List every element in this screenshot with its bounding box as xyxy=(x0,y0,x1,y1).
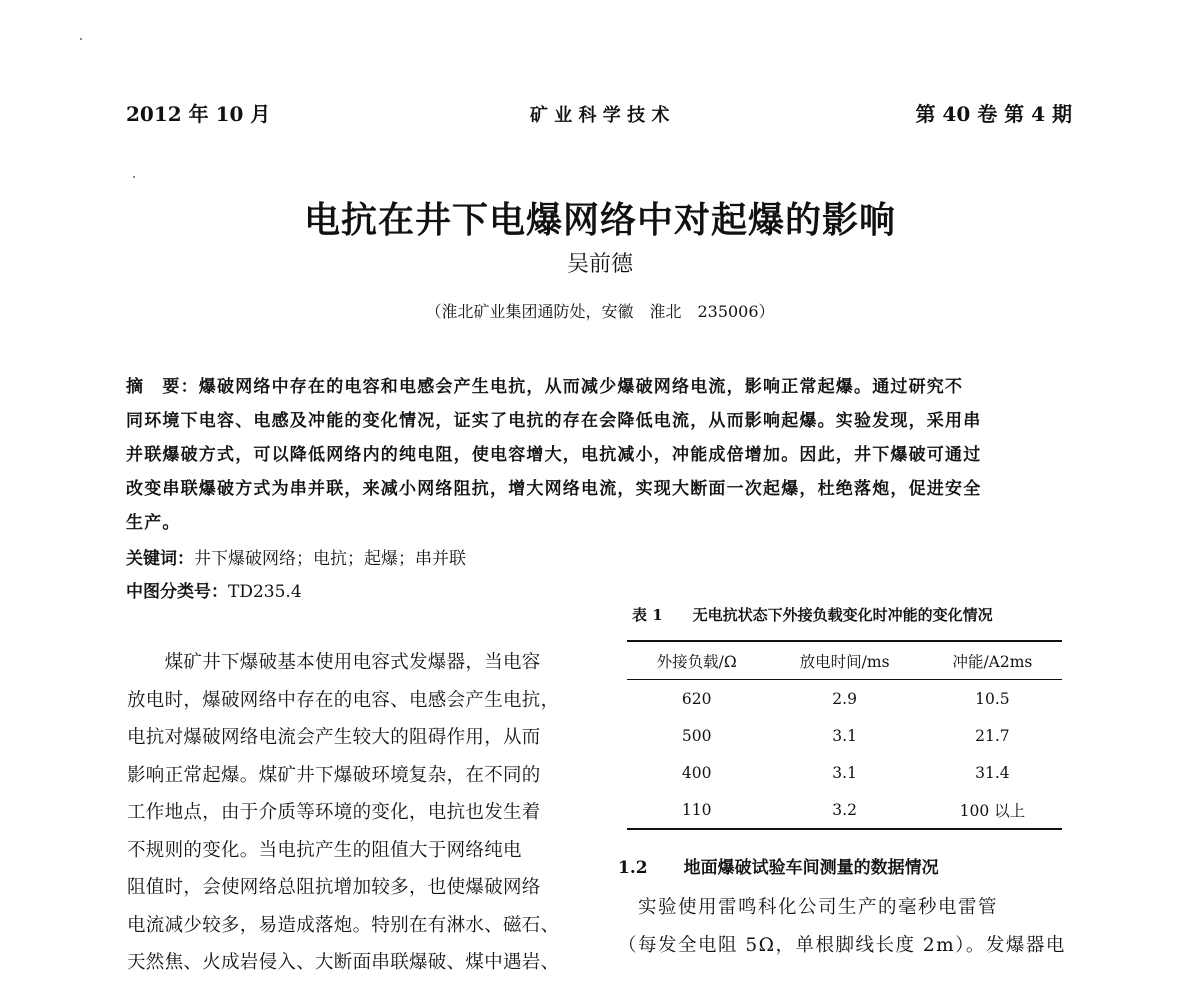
clc-value: TD235.4 xyxy=(228,582,302,602)
section-heading xyxy=(618,853,939,878)
table-cell: 500 xyxy=(681,726,712,745)
body-line: （每发全电阻 5Ω，单根脚线长度 2m）。发爆器电 xyxy=(618,935,1066,956)
header-issue: 第 40 卷 第 4 期 xyxy=(915,102,1072,126)
data-table xyxy=(627,640,1062,830)
affiliation: （淮北矿业集团通防处，安徽 淮北 235006） xyxy=(425,302,775,321)
table-cell: 400 xyxy=(681,763,712,782)
clc-label: 中图分类号： xyxy=(126,582,228,602)
scan-speck xyxy=(133,176,135,178)
keywords xyxy=(126,544,466,569)
table-cell: 21.7 xyxy=(975,726,1010,745)
body-line: 放电时，爆破网络中存在的电容、电感会产生电抗， xyxy=(127,690,560,711)
table-row xyxy=(627,754,1062,791)
abstract-line: 改变串联爆破方式为串并联，来减小网络阻抗，增大网络电流，实现大断面一次起爆，杜绝落炮，促进安全 xyxy=(126,479,982,499)
abstract-line: 同环境下电容、电感及冲能的变化情况，证实了电抗的存在会降低电流，从而影响起爆。实验发现，采用串 xyxy=(126,411,982,431)
body-line: 天然焦、火成岩侵入、大断面串联爆破、煤中遇岩、 xyxy=(127,952,560,973)
abstract-line: 生产。 xyxy=(126,513,181,533)
table-cell: 3.2 xyxy=(832,800,857,819)
table-cell: 31.4 xyxy=(975,763,1010,782)
body-line: 工作地点，由于介质等环境的变化，电抗也发生着 xyxy=(127,802,541,823)
keywords-value: 井下爆破网络；电抗；起爆；串并联 xyxy=(194,549,466,569)
table-cell: 620 xyxy=(681,689,712,708)
body-line: 阻值时，会使网络总阻抗增加较多，也使爆破网络 xyxy=(127,877,541,898)
table-cell: 3.1 xyxy=(832,763,857,782)
abstract-line: 并联爆破方式，可以降低网络内的纯电阻，使电容增大，电抗减小，冲能成倍增加。因此，井下爆破可通过 xyxy=(126,445,982,465)
table-cell: 110 xyxy=(681,800,712,819)
table-header-row xyxy=(627,641,1062,680)
table-caption: 表 1 无电抗状态下外接负载变化时冲能的变化情况 xyxy=(632,606,993,624)
section-title: 地面爆破试验车间测量的数据情况 xyxy=(683,858,939,878)
table-cell: 100 以上 xyxy=(959,801,1026,820)
header-date: 2012 年 10 月 xyxy=(126,102,271,126)
header-journal: 矿 业 科 学 技 术 xyxy=(530,105,670,126)
keywords-label: 关键词： xyxy=(126,549,194,569)
column-header: 冲能/A2ms xyxy=(952,652,1033,671)
table-cell: 10.5 xyxy=(975,689,1010,708)
abstract-line: 摘 要：爆破网络中存在的电容和电感会产生电抗，从而减少爆破网络电流，影响正常起爆。通过研究不 xyxy=(126,377,964,397)
paper-title: 电抗在井下电爆网络中对起爆的影响 xyxy=(303,199,896,241)
table-row xyxy=(627,717,1062,754)
table-row xyxy=(627,791,1062,829)
clc-number xyxy=(126,577,302,602)
table-cell: 3.1 xyxy=(832,726,857,745)
column-header: 外接负载/Ω xyxy=(656,652,737,671)
author: 吴前德 xyxy=(566,252,633,277)
body-line: 电流减少较多，易造成落炮。特别在有淋水、磁石、 xyxy=(127,915,560,936)
body-line: 电抗对爆破网络电流会产生较大的阻碍作用，从而 xyxy=(127,727,541,748)
table-row xyxy=(627,680,1062,718)
body-line: 不规则的变化。当电抗产生的阻值大于网络纯电 xyxy=(127,840,522,861)
scan-speck xyxy=(80,38,82,40)
table-cell: 2.9 xyxy=(832,689,857,708)
body-line: 实验使用雷鸣科化公司生产的毫秒电雷管 xyxy=(618,897,999,918)
body-line: 影响正常起爆。煤矿井下爆破环境复杂，在不同的 xyxy=(127,765,541,786)
body-line: 煤矿井下爆破基本使用电容式发爆器，当电容 xyxy=(127,652,541,673)
column-header: 放电时间/ms xyxy=(799,652,890,671)
section-number: 1.2 xyxy=(618,858,648,878)
